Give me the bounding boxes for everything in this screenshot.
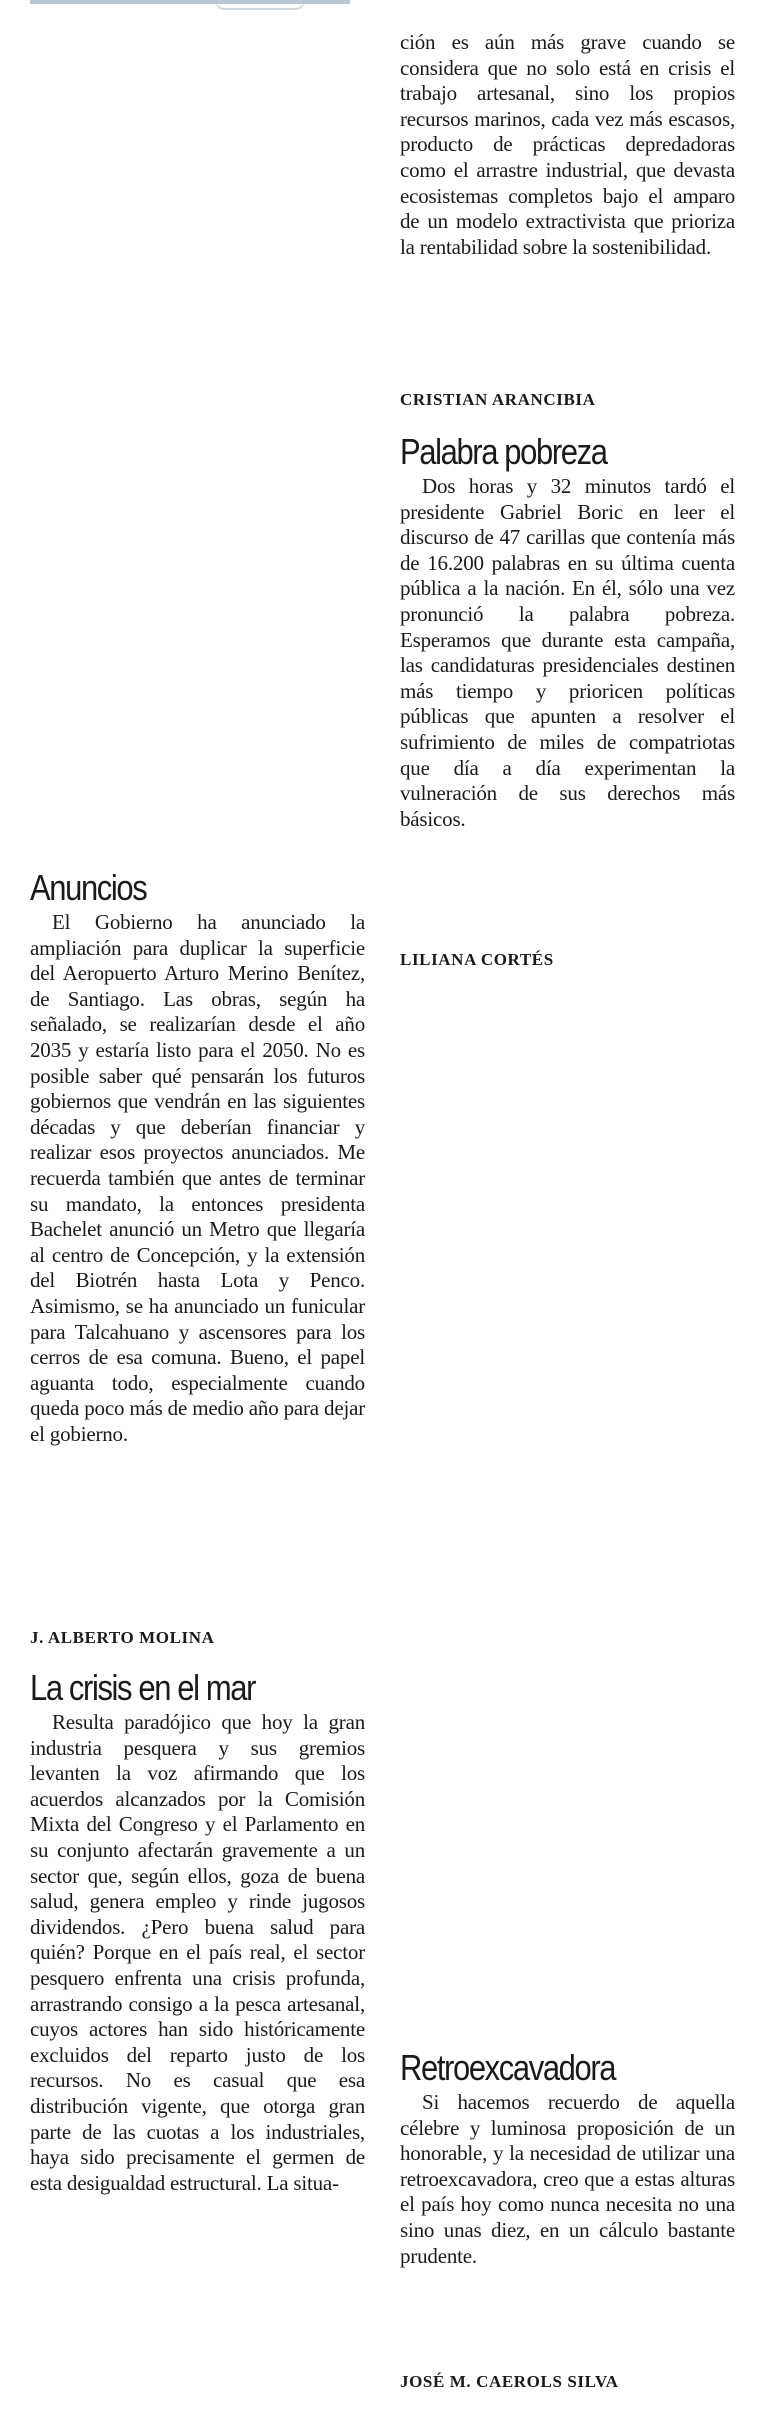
letter-anuncios-author	[30, 1628, 365, 1648]
letter-anuncios	[30, 868, 365, 1447]
letter-continuation	[400, 30, 735, 260]
letter-author: LILIANA CORTÉS	[400, 950, 554, 969]
letter-title: Anuncios	[30, 867, 147, 908]
letter-palabra-pobreza	[400, 432, 735, 832]
letter-author: JOSÉ M. CAEROLS SILVA	[400, 2372, 619, 2391]
letter-title: La crisis en el mar	[30, 1667, 256, 1708]
letter-author: CRISTIAN ARANCIBIA	[400, 390, 596, 409]
letter-body: El Gobierno ha anunciado la ampliación para duplicar la superficie del Aeropuerto Arturo Merino Benítez, de Santiago. Las obras, según ha señalado, se realizarían desde el año 2035 y estaría listo para el 2050. No es posible saber qué pensarán los futuros gobiernos que vendrán en las siguientes décadas y que deberían financiar y realizar esos proyectos anunciados. Me recuerda también que antes de terminar su mandato, la entonces presidenta Bachelet anunció un Metro que llegaría al centro de Concepción, y la extensión del Biotrén hasta Lota y Penco. Asimismo, se ha anunciado un funicular para Talcahuano y ascensores para los cerros de esa comuna. Bueno, el papel aguanta todo, especialmente cuando queda poco más de medio año para dejar el gobierno.	[30, 910, 365, 1446]
letter-retroexcavadora	[400, 2048, 735, 2269]
letter-continuation-author	[400, 390, 735, 410]
letter-author: J. ALBERTO MOLINA	[30, 1628, 215, 1647]
top-decoration	[215, 0, 305, 10]
letter-body: Dos horas y 32 minutos tardó el presidente Gabriel Boric en leer el discurso de 47 carillas que contenía más de 16.200 palabras en su última cuenta pública a la nación. En él, sólo una vez pronunció la palabra pobreza. Esperamos que durante esta campaña, las candidaturas presidenciales destinen más tiempo y prioricen políticas públicas que apunten a resolver el sufrimiento de miles de compatriotas que día a día experimentan la vulneración de sus derechos más básicos.	[400, 474, 735, 831]
letter-body: Resulta paradójico que hoy la gran industria pesquera y sus gremios levanten la voz afirmando que los acuerdos alcanzados por la Comisión Mixta del Congreso y el Parlamento en su conjunto afectarán gravemente a un sector que, según ellos, goza de buena salud, genera empleo y rinde jugosos dividendos. ¿Pero buena salud para quién? Porque en el país real, el sector pesquero enfrenta una crisis profunda, arrastrando consigo a la pesca artesanal, cuyos actores han sido históricamente excluidos del reparto justo de los recursos. No es casual que esa distribución vigente, que otorga gran parte de las cuotas a los industriales, haya sido precisamente el germen de esta desigualdad estructural. La situa-	[30, 1710, 365, 2195]
letter-palabra-pobreza-author	[400, 950, 735, 970]
letter-body: Si hacemos recuerdo de aquella célebre y luminosa proposición de un honorable, y la necesidad de utilizar una retroexcavadora, creo que a estas alturas el país hoy como nunca necesita no una sino unas diez, en un cálculo bastante prudente.	[400, 2090, 735, 2268]
letter-crisis-mar	[30, 1668, 365, 2196]
letter-title: Retroexcavadora	[400, 2047, 616, 2088]
letter-body: ción es aún más grave cuando se considera que no solo está en crisis el trabajo artesanal, sino los propios recursos marinos, cada vez más escasos, producto de prácticas depredadoras como el arrastre industrial, que devasta ecosistemas completos bajo el amparo de un modelo extractivista que prioriza la rentabilidad sobre la sostenibilidad.	[400, 30, 735, 259]
letter-retroexcavadora-author	[400, 2372, 735, 2392]
letter-title: Palabra pobreza	[400, 431, 607, 472]
